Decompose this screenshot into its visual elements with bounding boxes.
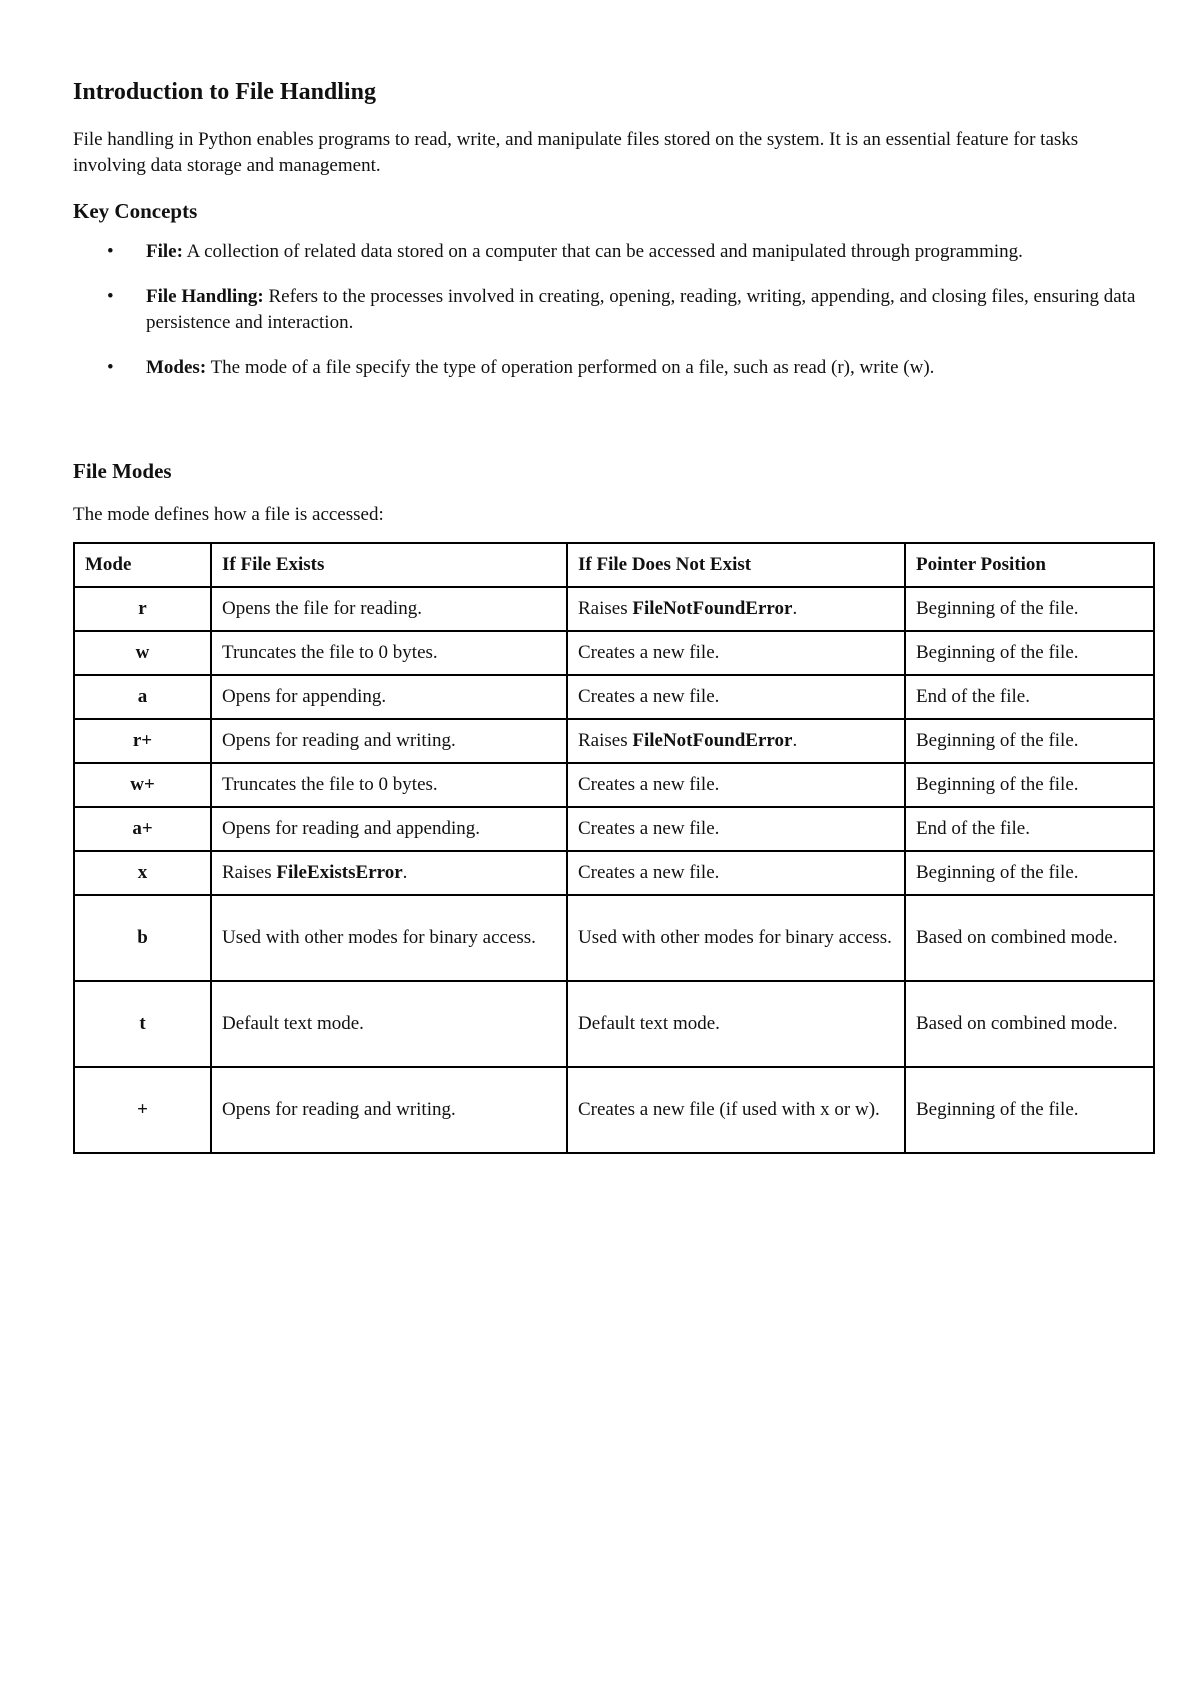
file-modes-heading: File Modes	[73, 459, 172, 483]
missing-suffix: .	[792, 730, 798, 751]
error-name: FileNotFoundError	[632, 730, 793, 751]
exists-cell	[211, 851, 567, 895]
mode-cell: x	[74, 851, 211, 895]
mode-cell: a	[74, 675, 211, 719]
missing-suffix: .	[792, 598, 798, 619]
key-concepts-list	[73, 239, 1153, 381]
concept-text: A collection of related data stored on a computer that can be accessed and manipulated through programming.	[186, 241, 1023, 262]
exists-cell: Opens for reading and appending.	[211, 807, 567, 851]
concept-term: File Handling:	[146, 286, 264, 307]
pointer-cell: Beginning of the file.	[905, 631, 1154, 675]
pointer-cell: End of the file.	[905, 675, 1154, 719]
missing-cell: Creates a new file.	[567, 675, 905, 719]
missing-cell: Default text mode.	[567, 981, 905, 1067]
table-row	[74, 719, 1154, 763]
exists-cell: Opens for reading and writing.	[211, 719, 567, 763]
table-row	[74, 895, 1154, 981]
list-item	[73, 355, 1145, 381]
table-row	[74, 587, 1154, 631]
bullet-icon: •	[107, 241, 114, 262]
table-header-row	[74, 543, 1154, 587]
column-header-exists: If File Exists	[211, 543, 567, 587]
exists-cell: Opens the file for reading.	[211, 587, 567, 631]
table-row	[74, 851, 1154, 895]
missing-cell: Used with other modes for binary access.	[567, 895, 905, 981]
intro-paragraph: File handling in Python enables programs to read, write, and manipulate files stored on the system. It is an essential feature for tasks involving data storage and management.	[73, 129, 1079, 176]
pointer-cell: Based on combined mode.	[905, 981, 1154, 1067]
mode-cell: r	[74, 587, 211, 631]
table-row	[74, 981, 1154, 1067]
missing-prefix: Raises	[578, 598, 633, 619]
pointer-cell: Based on combined mode.	[905, 895, 1154, 981]
file-modes-lead: The mode defines how a file is accessed:	[73, 504, 384, 525]
bullet-icon: •	[107, 286, 114, 307]
column-header-mode: Mode	[74, 543, 211, 587]
exists-cell: Default text mode.	[211, 981, 567, 1067]
concept-term: File:	[146, 241, 183, 262]
mode-cell: w	[74, 631, 211, 675]
mode-cell: +	[74, 1067, 211, 1153]
page-title: Introduction to File Handling	[73, 79, 376, 105]
exists-cell: Used with other modes for binary access.	[211, 895, 567, 981]
concept-text: Refers to the processes involved in creating, opening, reading, writing, appending, and closing files, ensuring data persistence and interaction.	[146, 286, 1136, 333]
table-row	[74, 807, 1154, 851]
file-modes-table	[73, 542, 1155, 1154]
error-name: FileNotFoundError	[632, 598, 793, 619]
pointer-cell: Beginning of the file.	[905, 719, 1154, 763]
error-name: FileExistsError	[276, 862, 403, 883]
pointer-cell: Beginning of the file.	[905, 851, 1154, 895]
table-row	[74, 631, 1154, 675]
document-page	[73, 70, 1153, 1154]
list-item	[73, 239, 1145, 265]
mode-cell: w+	[74, 763, 211, 807]
exists-cell: Opens for appending.	[211, 675, 567, 719]
column-header-missing: If File Does Not Exist	[567, 543, 905, 587]
exists-prefix: Raises	[222, 862, 277, 883]
missing-cell	[567, 587, 905, 631]
key-concepts-heading: Key Concepts	[73, 199, 198, 223]
exists-cell: Truncates the file to 0 bytes.	[211, 763, 567, 807]
mode-cell: a+	[74, 807, 211, 851]
exists-cell: Truncates the file to 0 bytes.	[211, 631, 567, 675]
missing-cell: Creates a new file.	[567, 851, 905, 895]
mode-cell: t	[74, 981, 211, 1067]
exists-suffix: .	[402, 862, 408, 883]
pointer-cell: Beginning of the file.	[905, 763, 1154, 807]
missing-cell: Creates a new file.	[567, 763, 905, 807]
pointer-cell: Beginning of the file.	[905, 1067, 1154, 1153]
missing-cell: Creates a new file.	[567, 807, 905, 851]
missing-prefix: Raises	[578, 730, 633, 751]
exists-cell: Opens for reading and writing.	[211, 1067, 567, 1153]
missing-cell: Creates a new file (if used with x or w).	[567, 1067, 905, 1153]
table-row	[74, 675, 1154, 719]
mode-cell: b	[74, 895, 211, 981]
missing-cell: Creates a new file.	[567, 631, 905, 675]
column-header-pointer: Pointer Position	[905, 543, 1154, 587]
pointer-cell: Beginning of the file.	[905, 587, 1154, 631]
missing-cell	[567, 719, 905, 763]
mode-cell: r+	[74, 719, 211, 763]
concept-text: The mode of a file specify the type of operation performed on a file, such as read (r), write (w).	[210, 357, 935, 378]
table-row	[74, 1067, 1154, 1153]
list-item	[73, 284, 1145, 336]
bullet-icon: •	[107, 357, 114, 378]
pointer-cell: End of the file.	[905, 807, 1154, 851]
table-row	[74, 763, 1154, 807]
concept-term: Modes:	[146, 357, 207, 378]
